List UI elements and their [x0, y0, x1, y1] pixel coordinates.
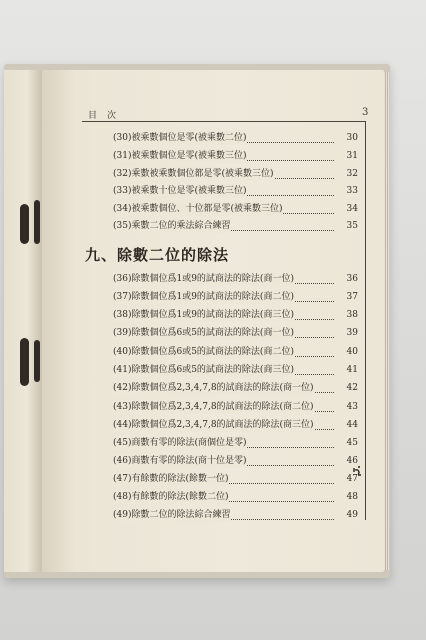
binding-hole [34, 340, 40, 382]
toc-entry: (48)有餘數的除法(餘數二位) 48 [113, 492, 358, 502]
toc-entry: (47)有餘數的除法(餘數一位) 47 [113, 474, 358, 484]
toc-entry: (49)除數二位的除法綜合練習 49 [113, 510, 358, 520]
toc-entry: (35)乘數二位的乘法綜合練習 35 [113, 221, 358, 231]
toc-entry: (42)除數個位爲2,3,4,7,8的試商法的除法(商一位) 42 [113, 383, 358, 393]
toc-entry: (40)除數個位爲6或5的試商法的除法(商二位) 40 [113, 347, 358, 357]
toc-entry: (39)除數個位爲6或5的試商法的除法(商一位) 39 [113, 328, 358, 338]
toc-entry: (45)商數有零的除法(商個位是零) 45 [113, 438, 358, 448]
toc-entry: (43)除數個位爲2,3,4,7,8的試商法的除法(商二位) 43 [113, 402, 358, 412]
toc-entry: (30)被乘數個位是零(被乘數二位) 30 [113, 133, 358, 143]
margin-rule [365, 122, 366, 520]
toc-entry: (33)被乘數十位是零(被乘數三位) 33 [113, 186, 358, 196]
toc-entry: (46)商數有零的除法(商十位是零) 46 [113, 456, 358, 466]
toc-entry: (36)除數個位爲1或9的試商法的除法(商一位) 36 [113, 274, 358, 284]
toc-entry: (44)除數個位爲2,3,4,7,8的試商法的除法(商三位) 44 [113, 420, 358, 430]
page-number: 3 [362, 107, 369, 118]
section-heading: 九、除數二位的除法 [85, 246, 230, 264]
toc-entry: (32)乘數被乘數個位都是零(被乘數三位) 32 [113, 169, 358, 179]
toc-entry: (41)除數個位爲6或5的試商法的除法(商三位) 41 [113, 365, 358, 375]
binding-hole [20, 338, 29, 386]
header-rule [82, 121, 366, 122]
toc-entry: (34)被乘數個位、十位都是零(被乘數三位) 34 [113, 204, 358, 214]
binding-hole [34, 200, 40, 244]
toc-entry: (38)除數個位爲1或9的試商法的除法(商三位) 38 [113, 310, 358, 320]
running-header: 目次 [88, 111, 127, 121]
left-page-edge [4, 70, 43, 572]
binding-hole [20, 204, 29, 244]
toc-entry: (37)除數個位爲1或9的試商法的除法(商二位) 37 [113, 292, 358, 302]
page-stack-edge [384, 72, 389, 570]
toc-entry: (31)被乘數個位是零(被乘數三位) 31 [113, 151, 358, 161]
